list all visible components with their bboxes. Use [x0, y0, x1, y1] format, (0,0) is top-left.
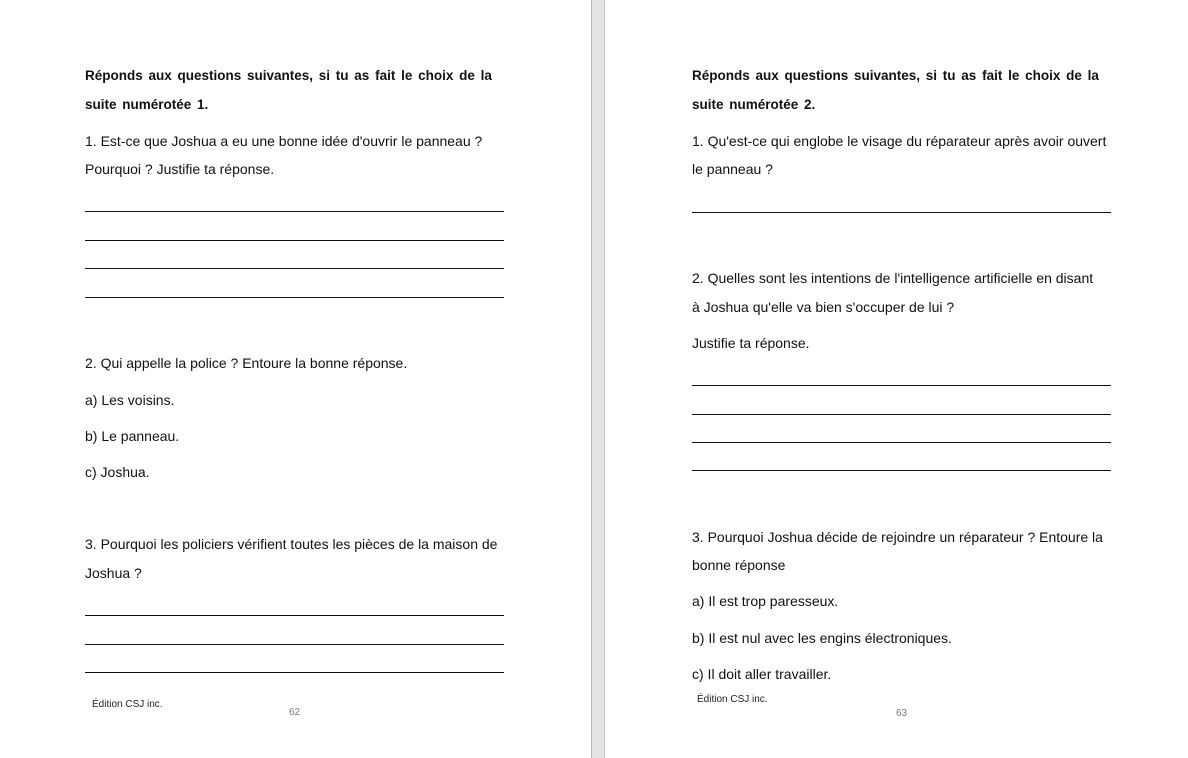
answer-line[interactable]	[692, 442, 1111, 443]
instruction-line-1: Réponds aux questions suivantes, si tu as fait le choix de la	[85, 68, 492, 83]
question-1-line-2: Pourquoi ? Justifie ta réponse.	[85, 161, 275, 177]
question-2: 2. Qui appelle la police ? Entoure la bonne réponse.	[85, 355, 408, 371]
answer-line[interactable]	[85, 297, 504, 298]
answer-line[interactable]	[85, 615, 504, 616]
question-3-line-2: Joshua ?	[85, 565, 142, 581]
page-63	[605, 0, 1188, 758]
answer-line[interactable]	[692, 470, 1111, 471]
answer-line[interactable]	[85, 240, 504, 241]
question-3-line-1: 3. Pourquoi les policiers vérifient toutes les pièces de la maison de	[85, 536, 498, 552]
option-a[interactable]: a) Les voisins.	[85, 392, 175, 408]
question-3-line-1: 3. Pourquoi Joshua décide de rejoindre un réparateur ? Entoure la	[692, 529, 1103, 545]
answer-line[interactable]	[692, 385, 1111, 386]
answer-line[interactable]	[85, 644, 504, 645]
page-gutter	[591, 0, 605, 758]
answer-line[interactable]	[85, 268, 504, 269]
option-b[interactable]: b) Le panneau.	[85, 428, 180, 444]
question-2-line-2: à Joshua qu'elle va bien s'occuper de lui ?	[692, 299, 955, 315]
instruction-line-2: suite numérotée 2.	[692, 97, 816, 112]
answer-line[interactable]	[85, 672, 504, 673]
page-62	[0, 0, 591, 758]
question-3-line-2: bonne réponse	[692, 557, 786, 573]
answer-line[interactable]	[692, 212, 1111, 213]
publisher-footer: Édition CSJ inc.	[92, 699, 163, 710]
page-number: 63	[896, 708, 908, 719]
question-1-line-1: 1. Est-ce que Joshua a eu une bonne idée d'ouvrir le panneau ?	[85, 133, 483, 149]
option-a[interactable]: a) Il est trop paresseux.	[692, 593, 839, 609]
option-c[interactable]: c) Il doit aller travailler.	[692, 666, 832, 682]
option-c[interactable]: c) Joshua.	[85, 464, 150, 480]
instruction-line-1: Réponds aux questions suivantes, si tu as fait le choix de la	[692, 68, 1099, 83]
instruction-line-2: suite numérotée 1.	[85, 97, 209, 112]
question-2-line-1: 2. Quelles sont les intentions de l'intelligence artificielle en disant	[692, 270, 1094, 286]
answer-line[interactable]	[692, 414, 1111, 415]
question-1-line-2: le panneau ?	[692, 161, 773, 177]
answer-line[interactable]	[85, 211, 504, 212]
publisher-footer: Édition CSJ inc.	[697, 694, 768, 705]
question-2-line-3: Justifie ta réponse.	[692, 335, 810, 351]
question-1-line-1: 1. Qu'est-ce qui englobe le visage du réparateur après avoir ouvert	[692, 133, 1107, 149]
page-number: 62	[289, 707, 301, 718]
option-b[interactable]: b) Il est nul avec les engins électroniques.	[692, 630, 952, 646]
